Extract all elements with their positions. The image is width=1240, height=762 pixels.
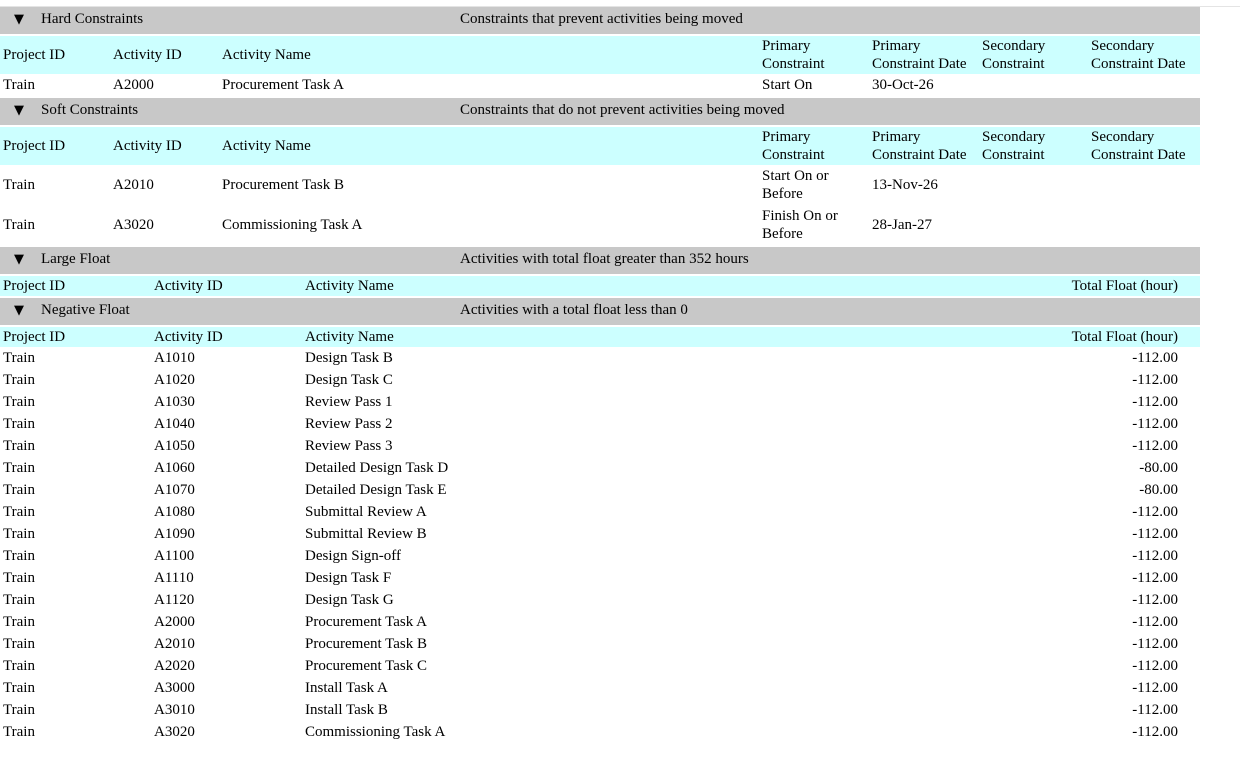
table-cell-total-float-hour: -112.00 [1132, 636, 1178, 652]
table-cell-activity-name: Procurement Task B [305, 636, 427, 652]
table-cell-activity-id: A2000 [113, 77, 154, 93]
column-header-primary-constraint: Primary Constraint [762, 129, 825, 163]
table-row [0, 655, 1200, 677]
section-header-soft [0, 98, 1200, 125]
section-description: Constraints that prevent activities being moved [460, 11, 743, 27]
table-cell-activity-id: A1050 [154, 438, 195, 454]
section-description: Constraints that do not prevent activities being moved [460, 102, 785, 118]
table-cell-project-id: Train [3, 548, 35, 564]
table-cell-activity-id: A1090 [154, 526, 195, 542]
table-cell-project-id: Train [3, 482, 35, 498]
table-cell-project-id: Train [3, 526, 35, 542]
column-header-activity-name: Activity Name [305, 329, 394, 345]
table-cell-activity-name: Procurement Task B [222, 177, 344, 193]
table-cell-total-float-hour: -112.00 [1132, 438, 1178, 454]
table-cell-project-id: Train [3, 460, 35, 476]
table-row [0, 347, 1200, 369]
table-cell-project-id: Train [3, 680, 35, 696]
column-header-total-float-hour: Total Float (hour) [1071, 278, 1178, 294]
table-cell-total-float-hour: -112.00 [1132, 658, 1178, 674]
table-row [0, 479, 1200, 501]
table-cell-activity-name: Design Task F [305, 570, 392, 586]
table-row [0, 677, 1200, 699]
table-cell-total-float-hour: -112.00 [1132, 548, 1178, 564]
table-cell-activity-id: A1060 [154, 460, 195, 476]
column-header-activity-name: Activity Name [222, 138, 311, 154]
table-cell-total-float-hour: -112.00 [1132, 592, 1178, 608]
column-header-secondary-constraint-date: Secondary Constraint Date [1091, 38, 1186, 72]
column-header-activity-id: Activity ID [113, 138, 182, 154]
table-row [0, 699, 1200, 721]
table-cell-activity-name: Design Task C [305, 372, 393, 388]
table-cell-activity-name: Procurement Task A [305, 614, 427, 630]
table-cell-total-float-hour: -112.00 [1132, 702, 1178, 718]
table-header-row [0, 276, 1200, 296]
collapse-toggle-icon[interactable]: ▼ [14, 303, 24, 318]
table-cell-total-float-hour: -112.00 [1132, 570, 1178, 586]
table-header-row [0, 327, 1200, 347]
table-cell-activity-name: Design Task B [305, 350, 393, 366]
table-cell-activity-id: A1040 [154, 416, 195, 432]
report-body [0, 7, 1200, 743]
table-row [0, 611, 1200, 633]
table-cell-activity-name: Submittal Review A [305, 504, 427, 520]
table-cell-activity-id: A1120 [154, 592, 195, 608]
collapse-toggle-icon[interactable]: ▼ [14, 103, 24, 118]
section-header-negative-float [0, 298, 1200, 325]
table-cell-primary-constraint-date: 30-Oct-26 [872, 77, 934, 93]
table-row [0, 501, 1200, 523]
column-header-project-id: Project ID [3, 47, 66, 63]
table-header-row [0, 127, 1200, 165]
column-header-primary-constraint: Primary Constraint [762, 38, 825, 72]
table-cell-activity-name: Detailed Design Task E [305, 482, 447, 498]
table-row [0, 633, 1200, 655]
table-cell-project-id: Train [3, 724, 35, 740]
table-cell-activity-name: Install Task A [305, 680, 388, 696]
table-row [0, 721, 1200, 743]
table-cell-activity-id: A3000 [154, 680, 195, 696]
table-cell-project-id: Train [3, 614, 35, 630]
table-cell-project-id: Train [3, 592, 35, 608]
table-cell-project-id: Train [3, 416, 35, 432]
table-cell-total-float-hour: -112.00 [1132, 614, 1178, 630]
table-cell-project-id: Train [3, 372, 35, 388]
section-title: Large Float [41, 251, 111, 267]
table-cell-project-id: Train [3, 177, 35, 193]
table-cell-project-id: Train [3, 350, 35, 366]
table-cell-activity-name: Install Task B [305, 702, 388, 718]
section-description: Activities with a total float less than 0 [460, 302, 688, 318]
table-row [0, 165, 1200, 205]
column-header-activity-id: Activity ID [154, 278, 223, 294]
section-header-large-float [0, 247, 1200, 274]
table-cell-primary-constraint: Finish On or Before [762, 208, 838, 242]
table-cell-activity-name: Procurement Task A [222, 77, 344, 93]
table-cell-project-id: Train [3, 636, 35, 652]
table-cell-secondary-constraint-date [1091, 205, 1199, 245]
table-row [0, 523, 1200, 545]
table-cell-activity-id: A2000 [154, 614, 195, 630]
table-cell-secondary-constraint-date [1091, 165, 1199, 205]
column-header-total-float-hour: Total Float (hour) [1071, 329, 1178, 345]
table-cell-total-float-hour: -112.00 [1132, 372, 1178, 388]
table-cell-secondary-constraint [982, 74, 1087, 96]
table-cell-project-id: Train [3, 570, 35, 586]
column-header-project-id: Project ID [3, 329, 66, 345]
table-cell-activity-id: A1030 [154, 394, 195, 410]
table-row [0, 457, 1200, 479]
column-header-activity-name: Activity Name [222, 47, 311, 63]
table-row [0, 567, 1200, 589]
section-title: Negative Float [41, 302, 130, 318]
table-cell-activity-id: A2020 [154, 658, 195, 674]
table-cell-activity-id: A1010 [154, 350, 195, 366]
table-cell-project-id: Train [3, 658, 35, 674]
table-cell-activity-name: Submittal Review B [305, 526, 427, 542]
table-cell-activity-name: Design Task G [305, 592, 394, 608]
table-row [0, 413, 1200, 435]
column-header-secondary-constraint: Secondary Constraint [982, 129, 1046, 163]
table-cell-total-float-hour: -112.00 [1132, 350, 1178, 366]
table-cell-primary-constraint-date: 28-Jan-27 [872, 217, 932, 233]
column-header-project-id: Project ID [3, 138, 66, 154]
table-header-row [0, 36, 1200, 74]
table-cell-project-id: Train [3, 394, 35, 410]
collapse-toggle-icon[interactable]: ▼ [14, 252, 24, 267]
collapse-toggle-icon[interactable]: ▼ [14, 12, 24, 27]
table-cell-activity-id: A3020 [113, 217, 154, 233]
column-header-primary-constraint-date: Primary Constraint Date [872, 129, 967, 163]
table-cell-activity-name: Review Pass 3 [305, 438, 393, 454]
section-title: Soft Constraints [41, 102, 139, 118]
table-cell-activity-id: A3010 [154, 702, 195, 718]
table-row [0, 545, 1200, 567]
column-header-primary-constraint-date: Primary Constraint Date [872, 38, 967, 72]
column-header-activity-id: Activity ID [113, 47, 182, 63]
table-cell-activity-id: A1110 [154, 570, 194, 586]
table-row [0, 435, 1200, 457]
table-cell-activity-name: Detailed Design Task D [305, 460, 449, 476]
section-title: Hard Constraints [41, 11, 144, 27]
table-row [0, 589, 1200, 611]
table-cell-activity-id: A1080 [154, 504, 195, 520]
table-row [0, 369, 1200, 391]
table-cell-activity-name: Commissioning Task A [222, 217, 363, 233]
table-cell-activity-name: Review Pass 2 [305, 416, 393, 432]
table-cell-activity-id: A1070 [154, 482, 195, 498]
table-row [0, 205, 1200, 245]
section-header-hard [0, 7, 1200, 34]
table-cell-total-float-hour: -112.00 [1132, 724, 1178, 740]
table-cell-secondary-constraint [982, 205, 1087, 245]
table-cell-activity-name: Procurement Task C [305, 658, 427, 674]
table-row [0, 391, 1200, 413]
table-cell-total-float-hour: -80.00 [1139, 460, 1178, 476]
table-cell-activity-id: A2010 [154, 636, 195, 652]
table-cell-activity-name: Review Pass 1 [305, 394, 393, 410]
table-cell-total-float-hour: -80.00 [1139, 482, 1178, 498]
table-cell-total-float-hour: -112.00 [1132, 394, 1178, 410]
table-cell-activity-name: Commissioning Task A [305, 724, 446, 740]
table-cell-project-id: Train [3, 504, 35, 520]
table-cell-project-id: Train [3, 77, 35, 93]
table-cell-total-float-hour: -112.00 [1132, 526, 1178, 542]
table-cell-primary-constraint: Start On or Before [762, 168, 829, 202]
table-cell-secondary-constraint-date [1091, 74, 1199, 96]
column-header-project-id: Project ID [3, 278, 66, 294]
table-cell-activity-id: A2010 [113, 177, 154, 193]
table-cell-activity-id: A1020 [154, 372, 195, 388]
table-row [0, 74, 1200, 96]
table-cell-activity-id: A3020 [154, 724, 195, 740]
column-header-activity-id: Activity ID [154, 329, 223, 345]
table-cell-total-float-hour: -112.00 [1132, 504, 1178, 520]
table-cell-project-id: Train [3, 217, 35, 233]
table-cell-activity-name: Design Sign-off [305, 548, 401, 564]
column-header-secondary-constraint: Secondary Constraint [982, 38, 1046, 72]
table-cell-total-float-hour: -112.00 [1132, 680, 1178, 696]
table-cell-project-id: Train [3, 438, 35, 454]
column-header-secondary-constraint-date: Secondary Constraint Date [1091, 129, 1186, 163]
table-cell-primary-constraint: Start On [762, 77, 813, 93]
table-cell-secondary-constraint [982, 165, 1087, 205]
table-cell-activity-id: A1100 [154, 548, 195, 564]
table-cell-project-id: Train [3, 702, 35, 718]
column-header-activity-name: Activity Name [305, 278, 394, 294]
table-cell-total-float-hour: -112.00 [1132, 416, 1178, 432]
table-cell-primary-constraint-date: 13-Nov-26 [872, 177, 938, 193]
section-description: Activities with total float greater than 352 hours [460, 251, 749, 267]
